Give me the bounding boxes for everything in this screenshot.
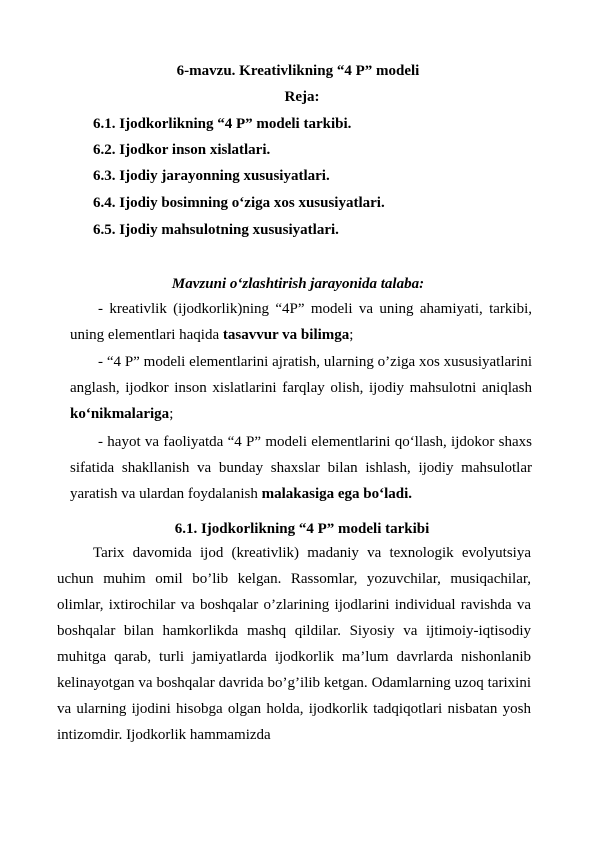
plan-label: Reja: [284,89,320,105]
plan-item: 6.2. Ijodkor inson xislatlari. [93,142,271,158]
plan-item: 6.4. Ijodiy bosimning o‘ziga xos xususiyatlari. [93,195,385,211]
objective-text: “4 P” modeli elementlarini ajratish, ularning o’ziga xos xususiyatlarini anglash, ijodkor inson xislatlarini farqlay olish, ijodiy mahsulotni aniqlash [70,354,532,396]
objective-item [70,349,532,427]
section-heading: 6.1. Ijodkorlikning “4 P” modeli tarkibi [174,521,430,537]
body-paragraph [57,540,531,748]
plan-item: 6.5. Ijodiy mahsulotning xususiyatlari. [93,222,339,238]
objective-item [70,429,532,507]
objective-text: kreativlik (ijodkorlik)ning “4P” modeli va uning ahamiyati, tarkibi, uning elementlari haqida [70,301,532,343]
list-marker: - [98,434,103,450]
objective-item [70,296,532,348]
objective-emphasis: tasavvur va bilimga [222,327,350,343]
objective-emphasis: malakasiga ega bo‘ladi. [261,486,413,502]
list-marker: - [98,301,103,317]
list-marker: - [98,354,103,370]
paragraph-text: Tarix davomida ijod (kreativlik) madaniy va texnologik evolyutsiya uchun muhim omil bo’lib kelgan. Rassomlar, yozuvchilar, musiqachilar, olimlar, ixtirochilar va boshqalar o’zlarining ijodlarini individual ravishda va boshqalar bilan hamkorlikda mashq qildilar. Siyosiy va ijtimoiy-iqtisodiy muhitga qarab, turli jamiyatlarda ijodkorlik ma’lum davrlarda nishonlanib kelinayotgan va boshqalar davrida bo’g’ilib ketgan. Odamlarning uzoq tarixini va ularning ijodini hisobga olgan holda, ijodkorlik tadqiqotlari nisbatan yosh intizomdir. Ijodkorlik hammamizda [57,545,531,743]
objective-text: hayot va faoliyatda “4 P” modeli elementlarini qo‘llash, ijdokor shaxs sifatida shakllanish va bunday shaxslar bilan ishlash, ijodiy mahsulotlar yaratish va ulardan foydalanish [70,434,532,502]
objective-emphasis: ko‘nikmalariga [70,406,170,422]
objective-tail: ; [349,327,354,343]
objective-tail: ; [169,406,174,422]
plan-item: 6.1. Ijodkorlikning “4 P” modeli tarkibi. [93,116,352,132]
topic-title: 6-mavzu. Kreativlikning “4 P” modeli [176,63,420,79]
objectives-heading: Mavzuni o‘zlashtirish jarayonida talaba: [171,276,425,292]
plan-item: 6.3. Ijodiy jarayonning xususiyatlari. [93,168,330,184]
